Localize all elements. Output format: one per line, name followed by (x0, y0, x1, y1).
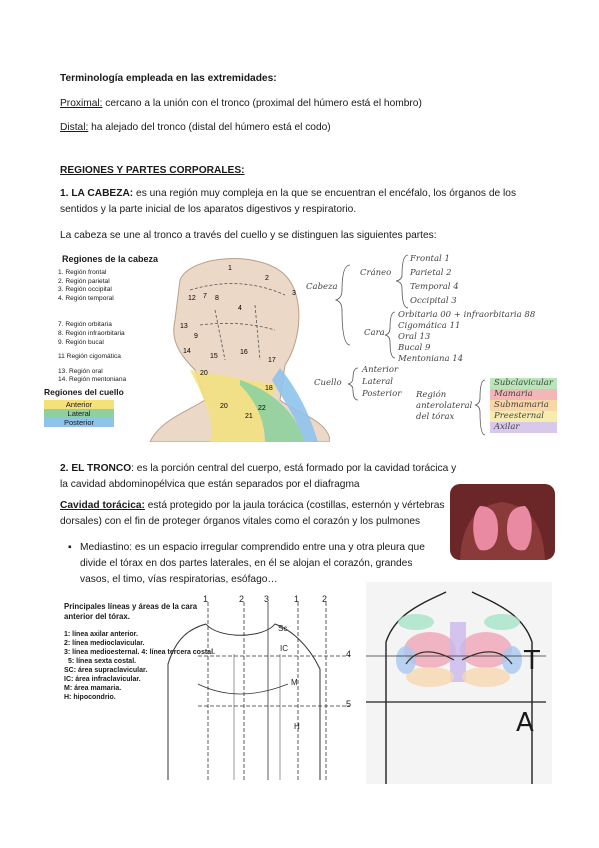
hw-torax-item: Subclavicular (490, 378, 557, 389)
thorax-figure-title: Principales líneas y áreas de la cara anterior del tórax. (64, 602, 198, 621)
hw-cabeza: Cabeza (306, 282, 338, 292)
bullet-icon: ▪ (68, 542, 72, 553)
thorax-sketch-drawing (366, 582, 552, 784)
hw-craneo-item: Occipital 3 (410, 296, 457, 306)
cavity-paragraph (60, 498, 445, 530)
thorax-item: 1: línea axilar anterior. (64, 631, 138, 638)
head-item: 8. Región infraorbitaria (58, 329, 125, 337)
distal-term: Distal: (60, 122, 89, 133)
hw-cuello-item: Lateral (362, 377, 394, 387)
thorax-side-number: 5 (346, 699, 352, 709)
head-item: 14. Región mentoniana (58, 376, 127, 384)
head-item: 13. Región oral (58, 367, 103, 375)
svg-text:1: 1 (228, 265, 232, 272)
thorax-item: IC: área infraclavicular. (64, 676, 141, 683)
head-term: 1. LA CABEZA: (60, 188, 134, 199)
hw-torax-item: Mamaria (490, 389, 557, 400)
head-paragraph (60, 186, 550, 218)
thorax-lines-figure (58, 594, 358, 780)
svg-text:15: 15 (210, 353, 218, 360)
hw-craneo-item: Frontal 1 (410, 254, 450, 264)
head-item: 2. Región parietal (58, 277, 110, 285)
svg-text:16: 16 (240, 349, 248, 356)
svg-text:9: 9 (194, 333, 198, 340)
thorax-top-number: 1 (294, 594, 300, 604)
hw-craneo-item: Parietal 2 (410, 268, 452, 278)
svg-text:7: 7 (203, 293, 207, 300)
trunk-term: 2. EL TRONCO (60, 463, 132, 474)
thorax-item: M: área mamaria. (64, 685, 122, 692)
neck-lateral: Lateral (44, 409, 114, 418)
handwritten-notes (300, 250, 590, 445)
thorax-area-label: H (294, 722, 300, 731)
hw-craneo-list (410, 252, 459, 308)
neck-anterior: Anterior (44, 400, 114, 409)
svg-text:22: 22 (258, 405, 266, 412)
svg-text:21: 21 (245, 413, 253, 420)
svg-text:18: 18 (265, 385, 273, 392)
lungs-drawing (450, 484, 555, 560)
hw-cara-item: Bucal 9 (398, 343, 431, 353)
thorax-item: 3: línea medioesternal. 4: línea tercera costal. (64, 649, 215, 656)
cavity-term: Cavidad torácica: (60, 500, 145, 511)
head-item: 4. Región temporal (58, 294, 114, 302)
distal-line (60, 120, 331, 136)
proximal-term: Proximal: (60, 98, 103, 109)
hw-craneo-item: Temporal 4 (410, 282, 459, 292)
hw-cara-item: Cigomática 11 (398, 321, 461, 331)
svg-text:2: 2 (265, 275, 269, 282)
thorax-top-number: 2 (239, 594, 245, 604)
hw-torax-label: Región anterolateral del tórax (416, 390, 473, 422)
hw-cara: Cara (364, 328, 385, 338)
head-item: 7. Región orbitaria (58, 321, 112, 329)
distal-text: ha alejado del tronco (distal del húmero está el codo) (88, 122, 331, 133)
hw-craneo: Cráneo (360, 268, 392, 278)
trunk-text: : es la porción central del cuerpo, está formado por la cavidad torácica y la cavidad abdominopélvica que están separados por el diafragma (60, 463, 457, 490)
svg-text:8: 8 (215, 295, 219, 302)
hw-torax-item: Axilar (490, 422, 557, 433)
head-item: 3. Región occipital (58, 286, 112, 294)
hw-torax-list (490, 378, 557, 433)
thorax-side-number: 4 (346, 649, 352, 659)
hw-cara-item: Orbitaria 00 + infraorbitaria 88 (398, 310, 536, 320)
cavity-text: está protegido por la jaula torácica (costillas, esternón y vértebras dorsales) con el fin de proteger órganos vitales como el corazón y los pulmones (60, 500, 445, 527)
neck-figure-title: Regiones del cuello (44, 387, 124, 397)
hw-torax-item: Submamaria (490, 400, 557, 411)
head-item: 11 Región cigomática (58, 353, 121, 361)
hw-cuello-list (362, 364, 401, 400)
hw-cuello: Cuello (314, 378, 342, 388)
thorax-figure-list (64, 630, 224, 702)
terminology-title: Terminología empleada en las extremidades: (60, 73, 277, 84)
section-title: REGIONES Y PARTES CORPORALES: (60, 165, 245, 176)
head-item: 9. Región bucal (58, 338, 104, 346)
head-figure-title: Regiones de la cabeza (62, 254, 159, 264)
svg-text:3: 3 (292, 290, 296, 297)
hw-cara-item: Oral 13 (398, 332, 431, 342)
svg-text:20: 20 (220, 403, 228, 410)
proximal-line (60, 96, 422, 112)
thorax-item: SC: área supraclavicular. (64, 667, 148, 674)
hw-cara-item: Mentoniana 14 (398, 354, 464, 364)
proximal-text: cercano a la unión con el tronco (proximal del húmero está el hombro) (102, 98, 422, 109)
svg-text:17: 17 (268, 357, 276, 364)
thorax-area-label: IC (280, 644, 288, 653)
svg-text:20: 20 (200, 370, 208, 377)
neck-posterior: Posterior (44, 418, 114, 427)
thorax-top-number: 1 (203, 594, 209, 604)
thorax-item: H: hipocondrio. (64, 694, 116, 701)
svg-text:14: 14 (183, 348, 191, 355)
thorax-sketch (366, 582, 552, 784)
hw-cuello-item: Anterior (362, 365, 399, 375)
thorax-item: 2: línea medioclavicular. (64, 640, 145, 647)
svg-text:12: 12 (188, 295, 196, 302)
mediastino-bullet (68, 540, 430, 587)
mediastino-text: Mediastino: es un espacio irregular comprendido entre una y otra pleura que divide el tórax en dos partes laterales, en él se alojan el corazón, grandes vasos, el timo, vías respiratorias, esófago… (80, 542, 425, 585)
thorax-area-label: M (291, 678, 298, 687)
head-text: es una región muy compleja en la que se encuentran el encéfalo, los órganos de los sentidos y la parte inicial de los aparatos digestivos y respiratorio. (60, 188, 517, 215)
sketch-mark-a: A (516, 708, 534, 738)
thorax-top-number: 2 (322, 594, 328, 604)
head-figure-list (58, 269, 126, 385)
thorax-item: 5: línea sexta costal. (68, 658, 137, 665)
neck-legend (44, 400, 114, 427)
thorax-top-number: 3 (264, 594, 270, 604)
head-regions-figure (40, 250, 330, 442)
thorax-area-label: Sc (278, 624, 288, 633)
head-item: 1. Región frontal (58, 269, 107, 276)
lungs-illustration (450, 484, 555, 560)
head-join-text: La cabeza se une al tronco a través del cuello y se distinguen las siguientes partes: (60, 230, 437, 241)
svg-text:13: 13 (180, 323, 188, 330)
svg-text:4: 4 (238, 305, 242, 312)
hw-cuello-item: Posterior (362, 389, 402, 399)
hw-cara-list (398, 310, 535, 365)
hw-torax-item: Preesternal (490, 411, 557, 422)
sketch-mark-t: T (524, 646, 540, 676)
trunk-paragraph (60, 461, 460, 493)
